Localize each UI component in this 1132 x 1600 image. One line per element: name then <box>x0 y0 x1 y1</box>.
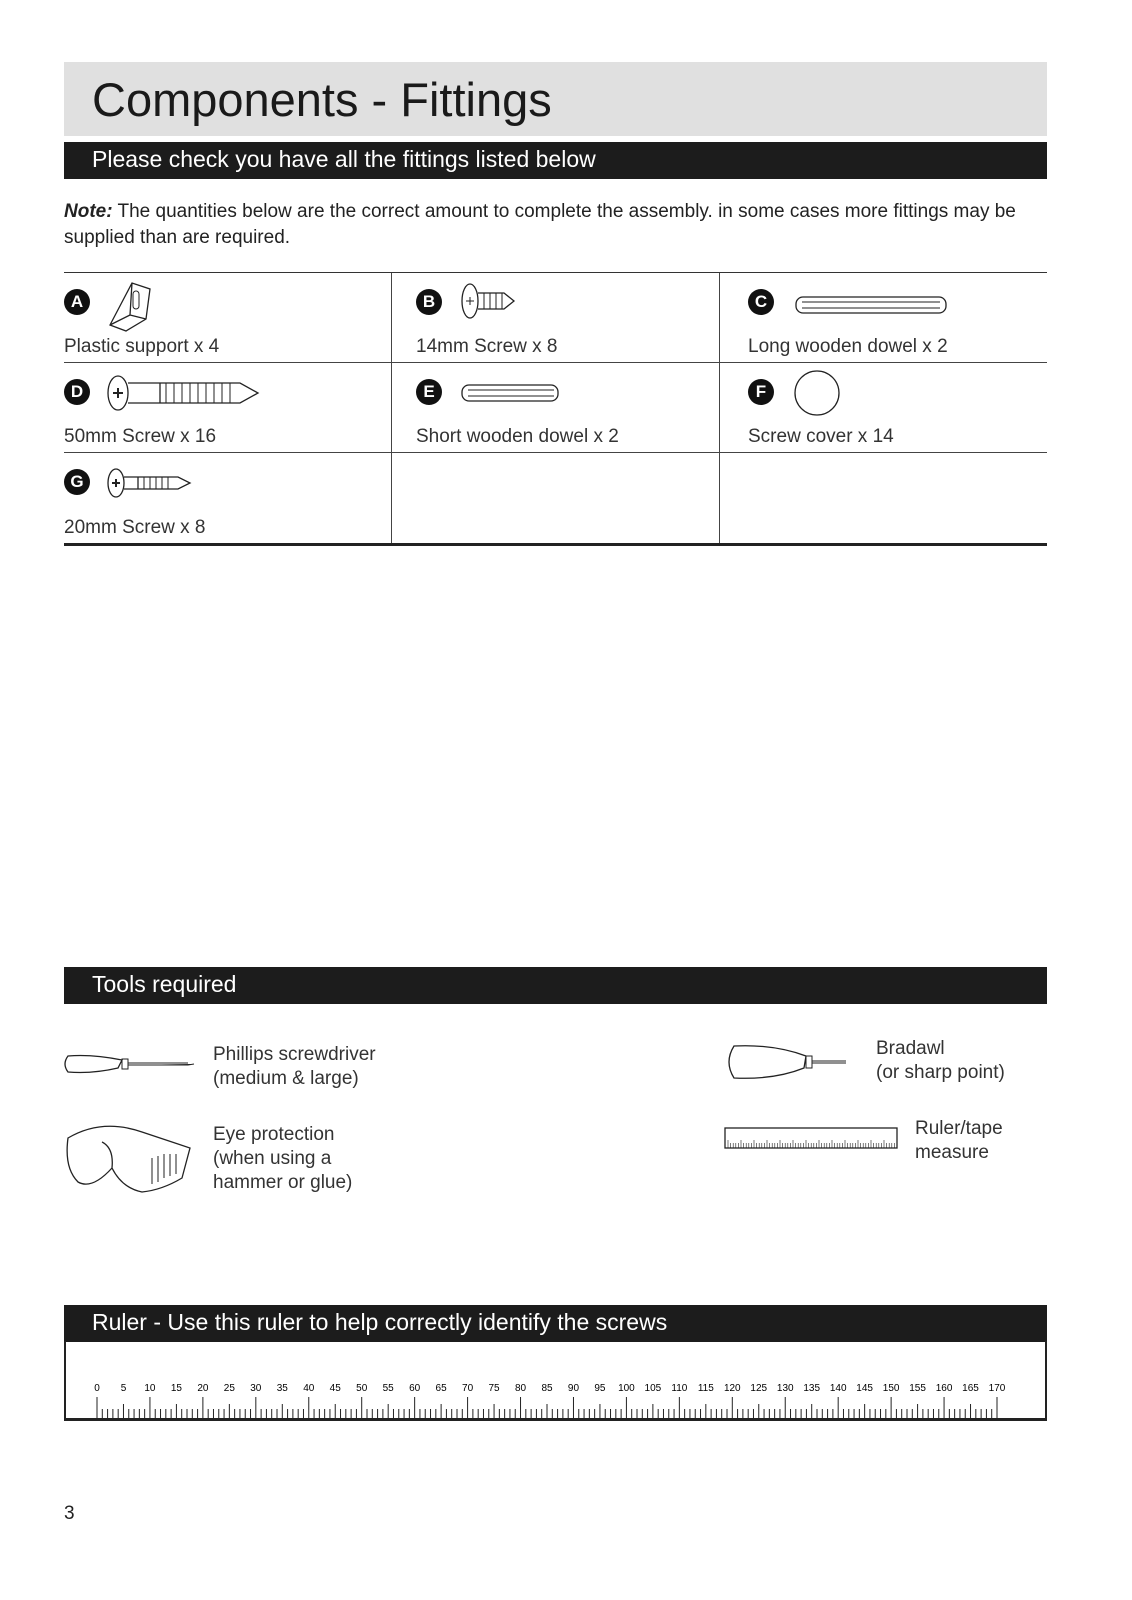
measuring-ruler <box>64 1375 1047 1420</box>
ruler-label: 65 <box>435 1383 447 1394</box>
tool-bradawl: Bradawl (or sharp point) <box>876 1038 1005 1083</box>
ruler-label: 90 <box>567 1383 580 1394</box>
ruler-label: 75 <box>488 1383 500 1394</box>
fitting-a: A Plastic support x 4 <box>64 273 391 362</box>
fitting-e: E Short wooden dowel x 2 <box>391 363 719 452</box>
screw-cover-icon <box>792 369 842 419</box>
screwdriver-icon <box>62 1046 196 1082</box>
screw-icon <box>104 369 264 413</box>
ruler-label: 165 <box>962 1383 979 1394</box>
ruler-bar: Ruler - Use this ruler to help correctly identify the screws <box>64 1305 1047 1342</box>
ruler-label: 50 <box>356 1383 368 1394</box>
fittings-table <box>64 272 1047 546</box>
ruler-label: 85 <box>541 1383 553 1394</box>
dowel-icon <box>458 369 568 413</box>
plastic-support-icon <box>106 279 156 333</box>
ruler-label: 140 <box>829 1383 847 1394</box>
ruler-label: 170 <box>988 1383 1006 1394</box>
ruler-label: 35 <box>276 1383 288 1394</box>
ruler-label: 80 <box>514 1383 527 1394</box>
ruler-label: 125 <box>750 1383 768 1394</box>
ruler-label: 145 <box>856 1383 873 1394</box>
screw-icon <box>104 459 194 503</box>
dowel-icon <box>792 279 952 323</box>
check-fittings-bar: Please check you have all the fittings listed below <box>64 142 1047 179</box>
tools-required-bar: Tools required <box>64 967 1047 1004</box>
ruler-label: 135 <box>803 1383 821 1394</box>
tool-phillips-screwdriver: Phillips screwdriver (medium & large) <box>213 1044 376 1089</box>
ruler-label: 60 <box>409 1383 421 1394</box>
ruler-label: 160 <box>935 1383 953 1394</box>
ruler-label: 40 <box>303 1383 315 1394</box>
ruler-label: 5 <box>120 1383 127 1394</box>
ruler-label: 15 <box>170 1383 182 1394</box>
page-number: 3 <box>64 1503 75 1524</box>
ruler-label: 130 <box>776 1383 794 1394</box>
page-title: Components - Fittings <box>92 73 552 126</box>
fitting-f: F Screw cover x 14 <box>719 363 1047 452</box>
ruler-label: 150 <box>882 1383 900 1394</box>
ruler-label: 115 <box>697 1383 714 1394</box>
bradawl-icon <box>724 1042 850 1082</box>
ruler-label: 105 <box>644 1383 662 1394</box>
screw-icon <box>460 279 520 323</box>
empty-cell <box>391 453 719 543</box>
ruler-label: 120 <box>723 1383 741 1394</box>
fitting-b: B 14mm Screw x 8 <box>391 273 719 362</box>
empty-cell <box>719 453 1047 543</box>
ruler-label: 70 <box>462 1383 474 1394</box>
ruler-label: 155 <box>909 1383 926 1394</box>
ruler-label: 20 <box>197 1383 209 1394</box>
page-title-band <box>64 62 1047 136</box>
fitting-d: D 50mm Screw x 16 <box>64 363 391 452</box>
fitting-c: C Long wooden dowel x 2 <box>719 273 1047 362</box>
ruler-icon <box>724 1126 898 1150</box>
ruler-label: 30 <box>250 1383 262 1394</box>
ruler-label: 55 <box>382 1383 394 1394</box>
ruler-label: 10 <box>144 1383 156 1394</box>
fitting-g: G 20mm Screw x 8 <box>64 453 391 543</box>
ruler-label: 45 <box>329 1383 341 1394</box>
ruler-label: 110 <box>671 1383 688 1394</box>
tool-eye-protection: Eye protection (when using a hammer or glue) <box>213 1124 353 1193</box>
ruler-label: 25 <box>223 1383 235 1394</box>
ruler-label: 100 <box>618 1383 635 1394</box>
ruler-label: 95 <box>594 1383 606 1394</box>
ruler-label: 0 <box>94 1383 100 1394</box>
note: Note: The quantities below are the correct amount to complete the assembly. in some cases more fittings may be supplied than are required. <box>64 201 1016 248</box>
tool-ruler-tape: Ruler/tape measure <box>915 1118 1003 1163</box>
goggles-icon <box>62 1118 196 1200</box>
